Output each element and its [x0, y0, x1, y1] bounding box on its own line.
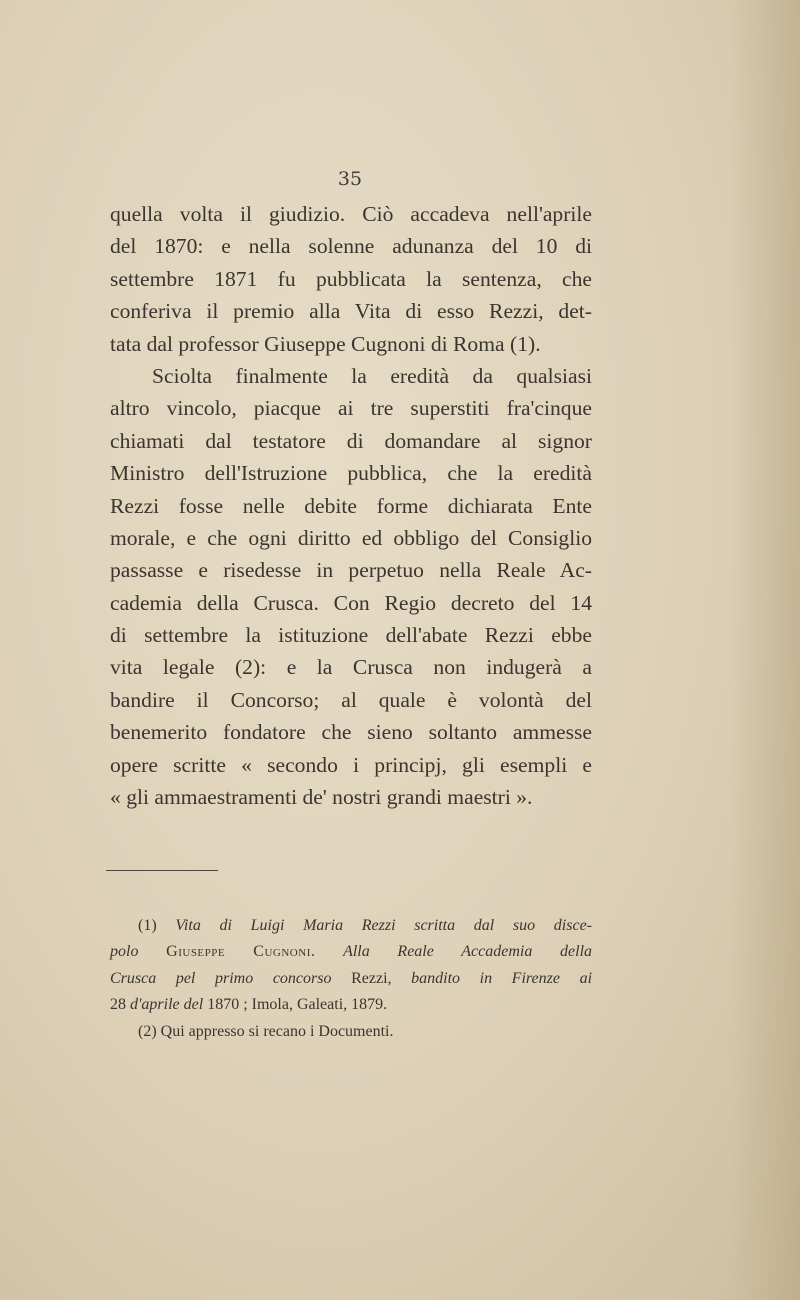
footnote-title: Alla Reale Accademia della: [343, 943, 593, 961]
text-line: benemerito fondatore che sieno soltanto ammesse: [110, 720, 592, 745]
text-line: di settembre la istituzione dell'abate Rezzi ebbe: [110, 623, 592, 648]
footnote-text: Rezzi,: [351, 969, 392, 987]
text-line: tata dal professor Giuseppe Cugnoni di Roma (1).: [110, 331, 541, 356]
text-line: passasse e risedesse in perpetuo nella Reale Ac-: [110, 558, 592, 583]
page-edge-shadow: [730, 0, 800, 1300]
footnote-1-line: [110, 992, 592, 1018]
text-line: chiamati dal testatore di domandare al signor: [110, 428, 592, 453]
footnote-title: d'aprile del: [130, 996, 204, 1014]
footnote-1-line: [110, 913, 592, 939]
text-line: Ministro dell'Istruzione pubblica, che la eredità: [110, 461, 592, 486]
footnotes: [110, 913, 592, 1045]
footnote-imprint: 1870 ; Imola, Galeati, 1879.: [207, 996, 388, 1014]
footnote-separator: [106, 870, 218, 871]
body-text: [110, 198, 592, 813]
footnote-text: 28: [110, 996, 126, 1014]
footnote-1-line: [110, 939, 592, 965]
text-line: Rezzi fosse nelle debite forme dichiarata Ente: [110, 493, 592, 518]
text-line: Sciolta finalmente la eredità da qualsiasi: [152, 363, 592, 388]
text-line: altro vincolo, piacque ai tre superstiti fra'cinque: [110, 396, 592, 421]
text-line: settembre 1871 fu pubblicata la sentenza, che: [110, 266, 592, 291]
footnote-marker: (1): [138, 917, 157, 934]
footnote-author: Giuseppe Cugnoni.: [166, 943, 316, 961]
footnote-title: bandito in Firenze ai: [411, 969, 593, 987]
text-line: quella volta il giudizio. Ciò accadeva nell'aprile: [110, 202, 592, 226]
text-line: conferiva il premio alla Vita di esso Rezzi, det-: [110, 299, 592, 324]
text-line: morale, e che ogni diritto ed obbligo del Consiglio: [110, 525, 592, 550]
text-line: bandire il Concorso; al quale è volontà del: [110, 687, 592, 712]
footnote-title: Vita di Luigi Maria Rezzi scritta dal suo disce-: [175, 917, 593, 934]
footnote-1-line: [110, 966, 592, 992]
footnote-title: polo: [110, 943, 139, 961]
footnote-2: (2) Qui appresso si recano i Documenti.: [138, 1022, 394, 1040]
text-line: opere scritte « secondo i principj, gli esempli e: [110, 752, 592, 777]
text-line: « gli ammaestramenti de' nostri grandi maestri ».: [110, 785, 533, 810]
page-number: 35: [337, 168, 363, 190]
text-line: del 1870: e nella solenne adunanza del 10 di: [110, 234, 592, 259]
text-line: vita legale (2): e la Crusca non indugerà a: [110, 655, 592, 680]
footnote-title: Crusca pel primo concorso: [110, 969, 332, 987]
text-line: cademia della Crusca. Con Regio decreto del 14: [110, 590, 592, 615]
